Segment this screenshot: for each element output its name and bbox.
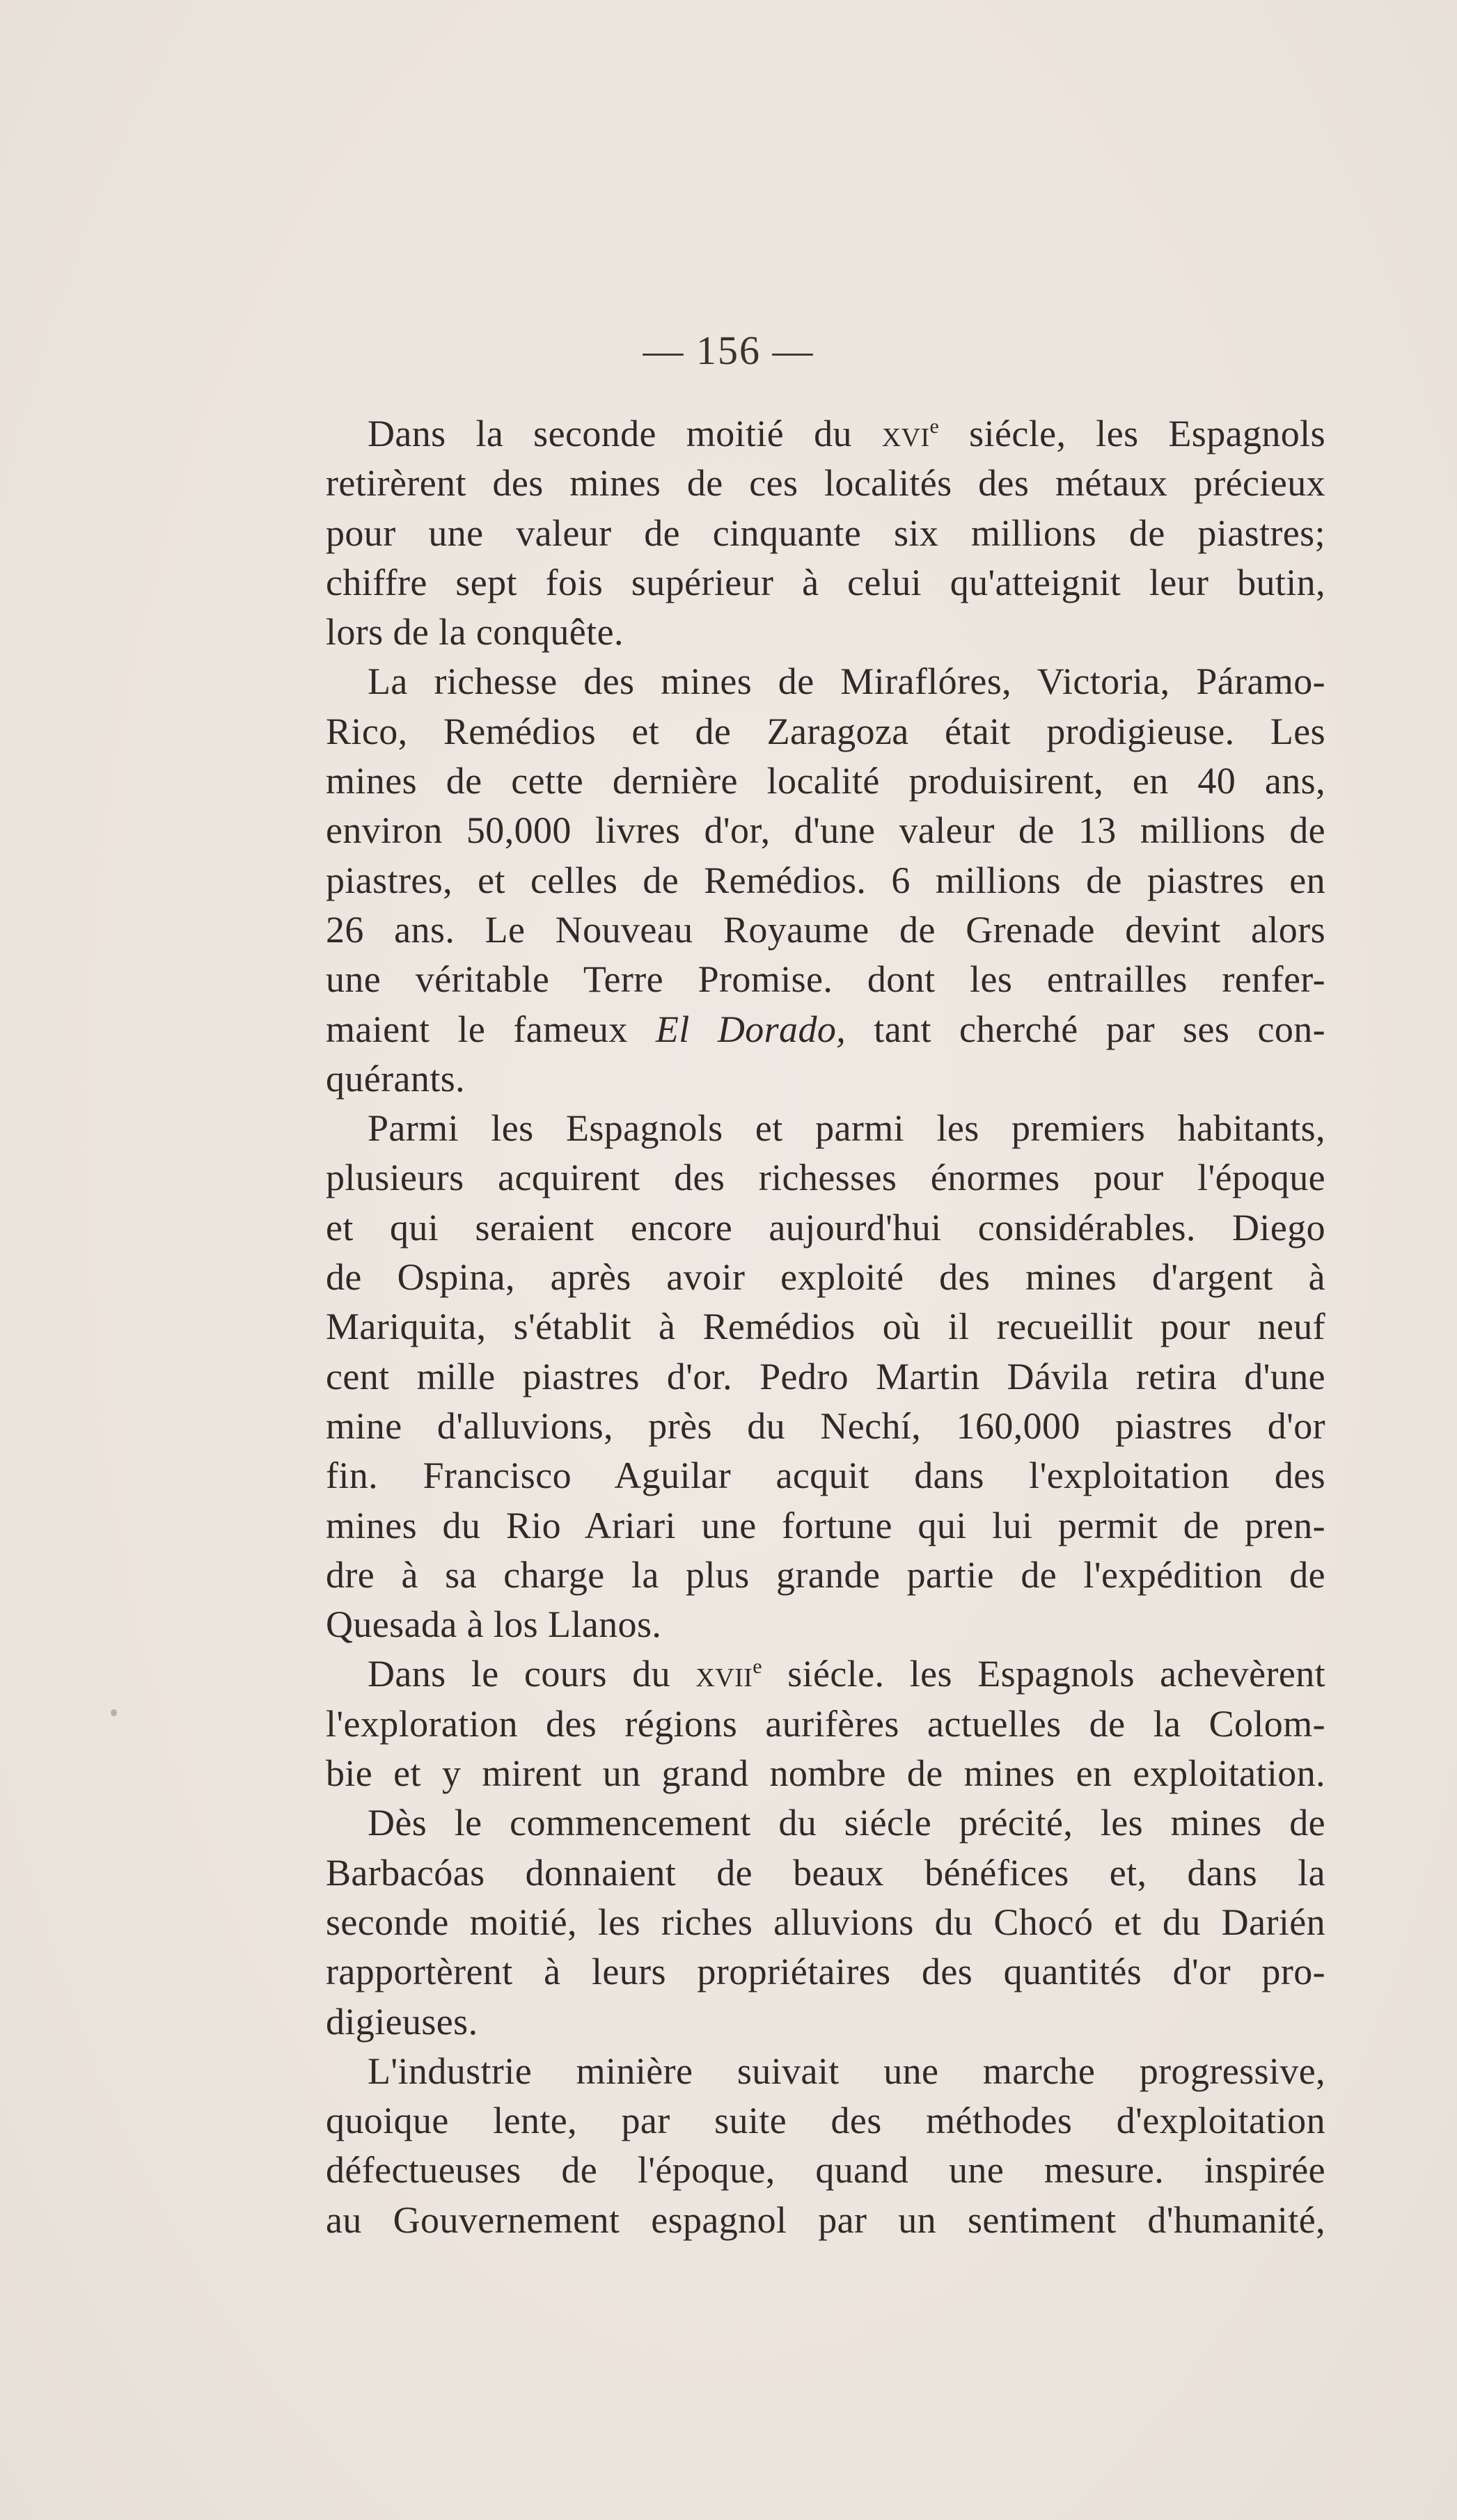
text-line: La richesse des mines de Miraflóres, Victoria, Páramo- xyxy=(368,660,1325,703)
text-line: et qui seraient encore aujourd'hui considérables. Diego xyxy=(326,1206,1325,1249)
text-line: plusieurs acquirent des richesses énormes pour l'époque xyxy=(326,1157,1325,1199)
text-line: L'industrie minière suivait une marche progressive, xyxy=(368,2050,1325,2092)
text-line: rapportèrent à leurs propriétaires des quantités d'or pro- xyxy=(326,1951,1325,1993)
text-line: seconde moitié, les riches alluvions du Chocó et du Darién xyxy=(326,1901,1325,1943)
text-line: l'exploration des régions aurifères actuelles de la Colom- xyxy=(326,1702,1325,1745)
text-line: cent mille piastres d'or. Pedro Martin Dávila retira d'une xyxy=(326,1355,1325,1397)
text-line: pour une valeur de cinquante six millions de piastres; xyxy=(326,512,1325,554)
text-line: piastres, et celles de Remédios. 6 millions de piastres en xyxy=(326,859,1325,901)
text-line: Rico, Remédios et de Zaragoza était prodigieuse. Les xyxy=(326,710,1325,752)
text-line: digieuses. xyxy=(326,2000,478,2043)
text-line: Dans le cours du xvii$^e$ siécle. les Espagnols achevèrent xyxy=(368,1653,1325,1695)
text-line: Mariquita, s'établit à Remédios où il recueillit pour neuf xyxy=(326,1306,1325,1348)
text-line: retirèrent des mines de ces localités des métaux précieux xyxy=(326,462,1325,505)
text-line: 26 ans. Le Nouveau Royaume de Grenade devint alors xyxy=(326,908,1325,951)
paper-speck xyxy=(111,1709,117,1716)
text-line: maient le fameux El Dorado, tant cherché par ses con- xyxy=(326,1008,1326,1050)
text-line: fin. Francisco Aguilar acquit dans l'exploitation des xyxy=(326,1455,1325,1497)
text-line: environ 50,000 livres d'or, d'une valeur de 13 millions de xyxy=(326,809,1325,852)
text-line: Dans la seconde moitié du xvi$^e$ siécle, les Espagnols xyxy=(368,413,1325,454)
text-line: Barbacóas donnaient de beaux bénéfices et, dans la xyxy=(326,1851,1325,1894)
text-line: au Gouvernement espagnol par un sentiment d'humanité, xyxy=(326,2198,1325,2241)
text-line: quoique lente, par suite des méthodes d'exploitation xyxy=(326,2100,1325,2142)
text-line: Parmi les Espagnols et parmi les premiers habitants, xyxy=(368,1107,1325,1150)
text-line: mines du Rio Ariari une fortune qui lui permit de pren- xyxy=(326,1504,1325,1546)
page-number: — 156 — xyxy=(643,328,814,373)
text-line: bie et y mirent un grand nombre de mines en exploitation. xyxy=(326,1752,1325,1795)
text-line: défectueuses de l'époque, quand une mesure. inspirée xyxy=(326,2149,1325,2192)
text-line: lors de la conquête. xyxy=(326,611,624,653)
text-line: mine d'alluvions, près du Nechí, 160,000 piastres d'or xyxy=(326,1404,1325,1447)
text-line: Dès le commencement du siécle précité, les mines de xyxy=(368,1802,1325,1844)
text-line: Quesada à los Llanos. xyxy=(326,1603,662,1646)
body-text xyxy=(326,409,1325,2245)
text-line: mines de cette dernière localité produisirent, en 40 ans, xyxy=(326,760,1325,802)
text-line: de Ospina, après avoir exploité des mines d'argent à xyxy=(326,1256,1325,1299)
text-line: quérants. xyxy=(326,1057,466,1100)
text-line: une véritable Terre Promise. dont les entrailles renfer- xyxy=(326,958,1325,1001)
text-line: dre à sa charge la plus grande partie de l'expédition de xyxy=(326,1553,1325,1596)
text-line: chiffre sept fois supérieur à celui qu'atteignit leur butin, xyxy=(326,561,1325,603)
